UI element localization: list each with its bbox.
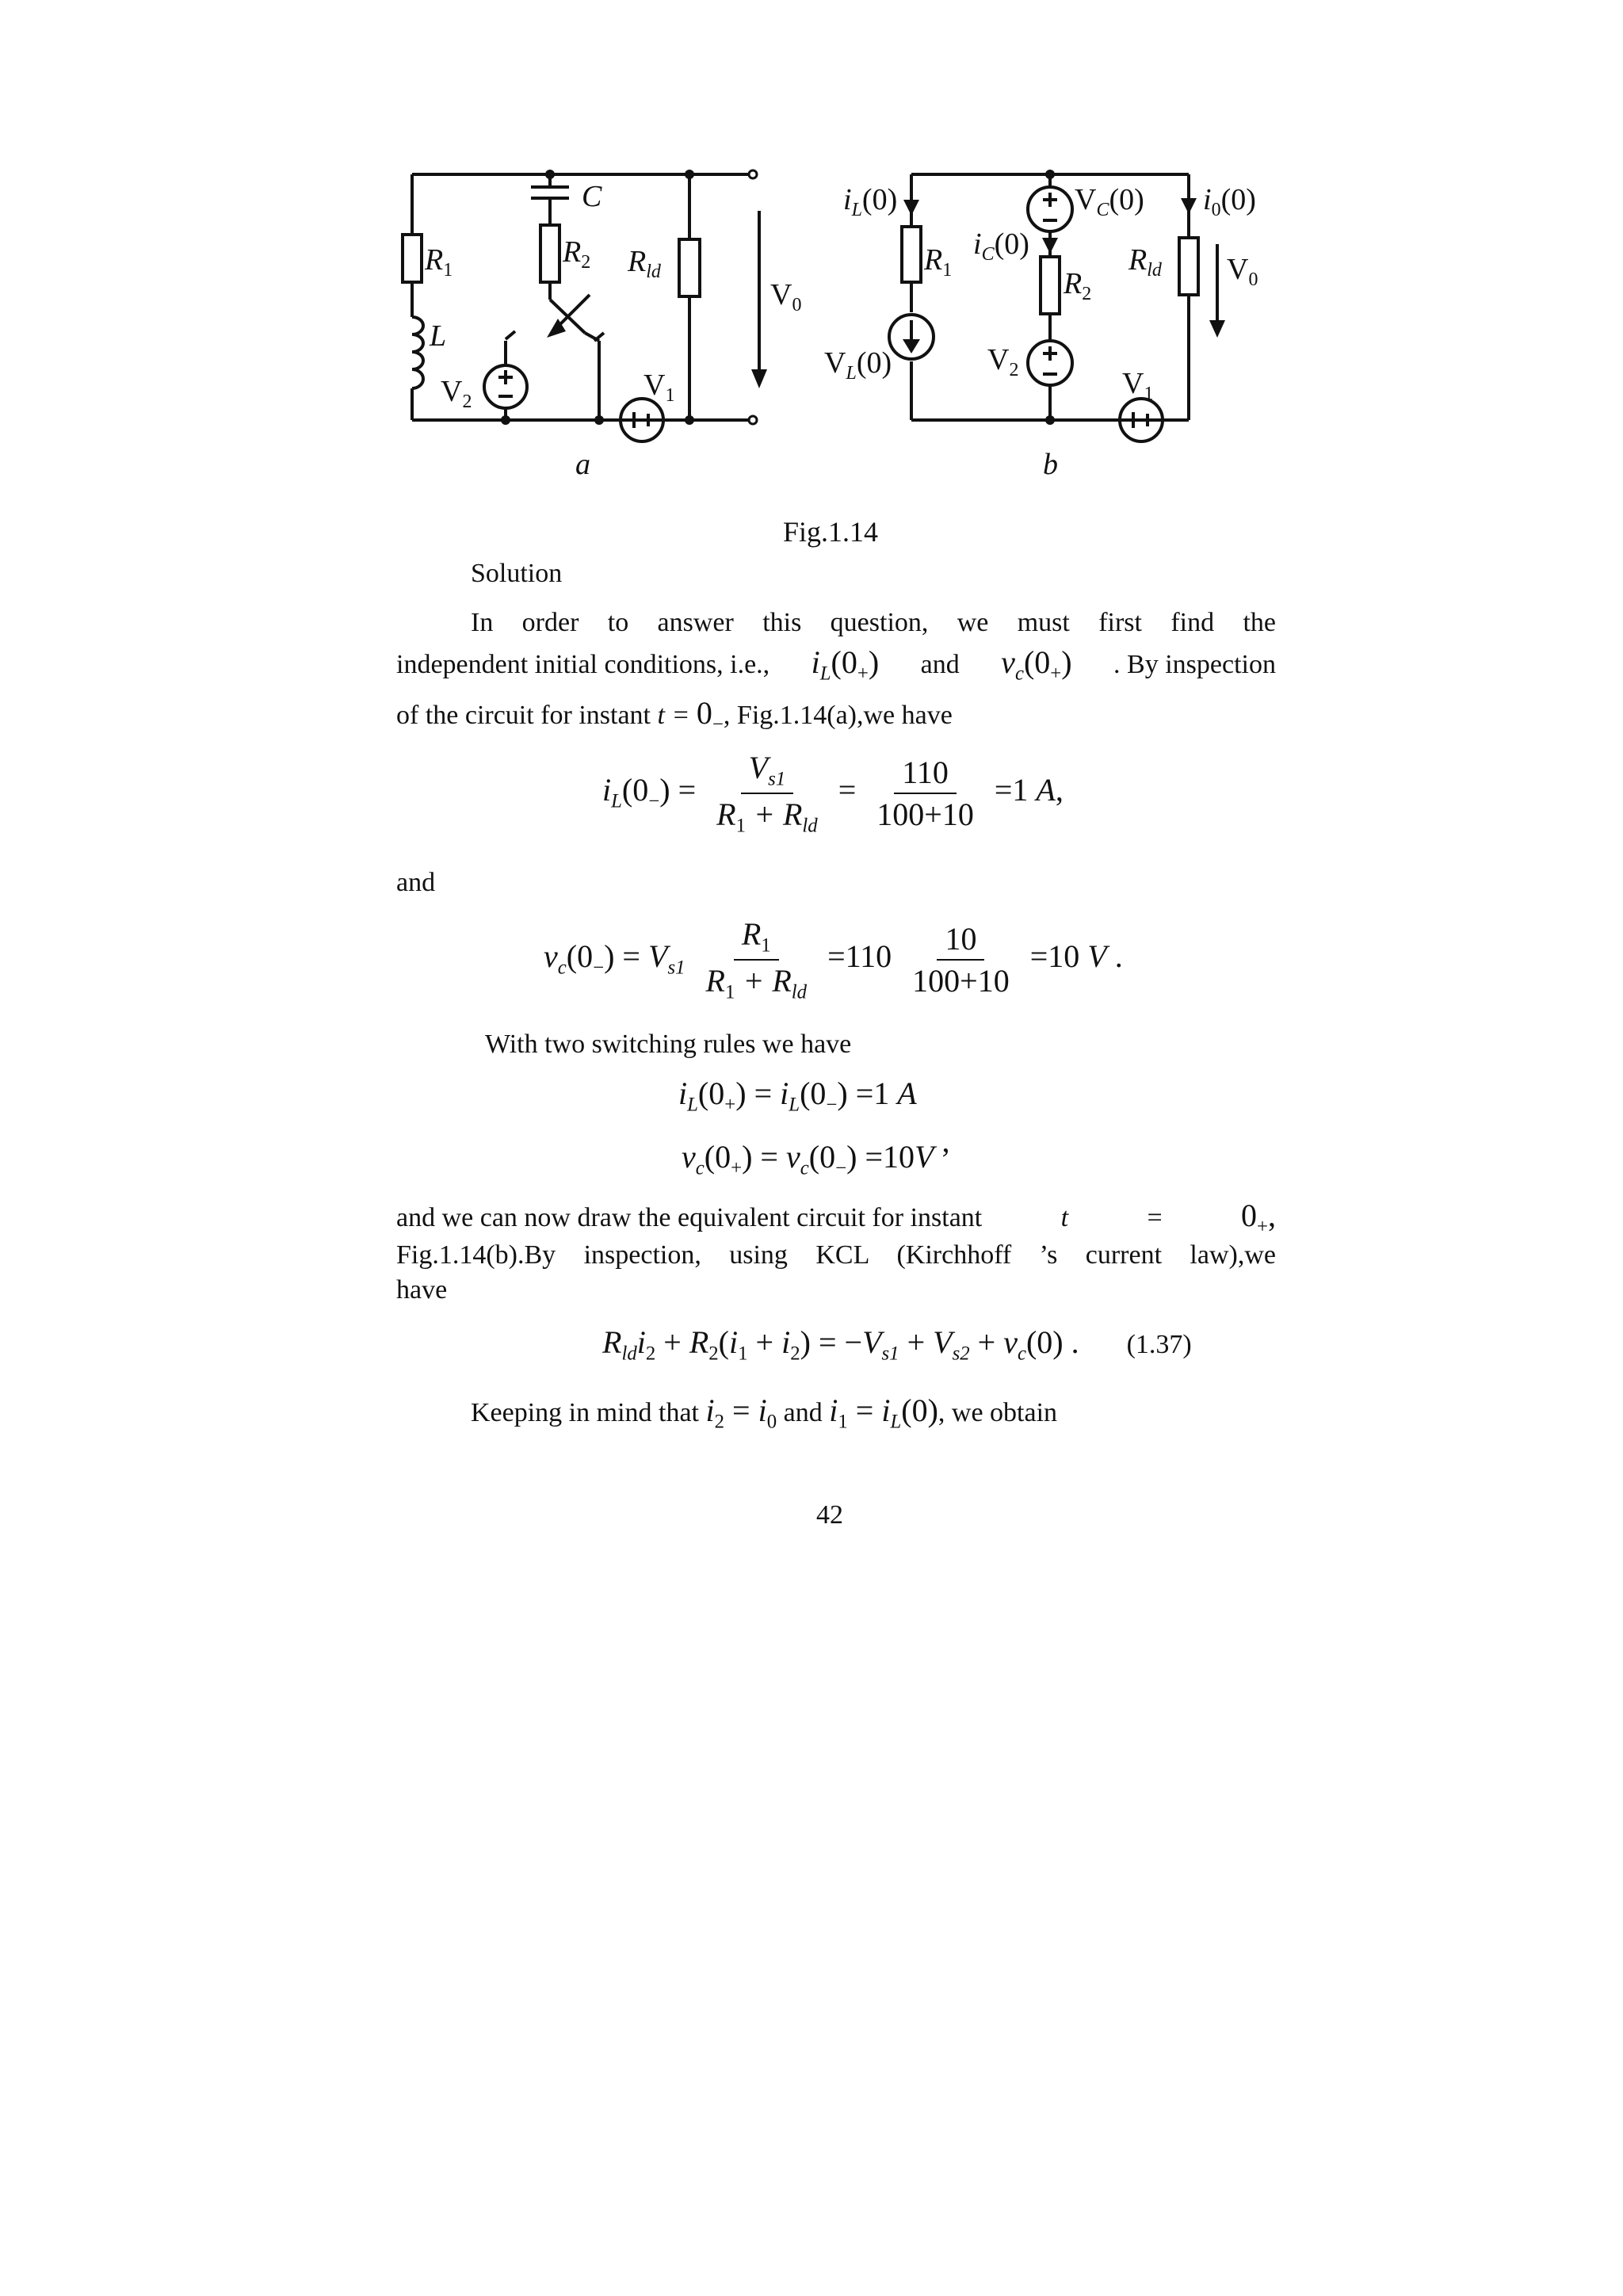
math-vc-0plus: $v_c(0_+)$	[1001, 644, 1072, 685]
eq4-result: =10	[865, 1139, 915, 1175]
label-l-a: L	[430, 319, 447, 353]
eq2-mid: =110	[827, 938, 892, 974]
keeping-line	[471, 1392, 1057, 1442]
terminal	[749, 416, 757, 424]
resistor-rld-b	[1179, 238, 1198, 295]
label-vc0-b: $V_C(0)$	[1075, 183, 1144, 220]
label-v1-b: $V_1$	[1122, 367, 1154, 404]
para1-line3-t: t =	[657, 701, 690, 730]
label-il0-b: $i_L(0)$	[843, 183, 898, 220]
para2-line1-text: and we can now draw the equivalent circuit for instant	[396, 1203, 983, 1232]
node-dot	[1045, 415, 1055, 425]
label-ic0-b: $i_C(0)$	[973, 227, 1029, 265]
eq2-frac1: $\frac{R_1}{R_1 + R_{ld}}$	[705, 916, 808, 1003]
equation-kcl: $R_{ld}i_2 + R_2(i_1 + i_2) = -V_{s1} + V_{s2} + v_c(0)$ . (1.37)	[602, 1324, 1192, 1365]
keeping-b: , we obtain	[938, 1398, 1058, 1427]
eq2-unit: V	[1087, 938, 1107, 974]
math-i2-i0: $i_2 = i_0$	[705, 1392, 777, 1433]
math-i1-il: $i_1 = i_L(0)$	[829, 1392, 938, 1433]
keeping-a: Keeping in mind that	[471, 1398, 700, 1427]
switching-rules-text: With two switching rules we have	[485, 1030, 852, 1059]
node-dot	[594, 415, 604, 425]
equation-vc-switching: $v_c(0_+) = v_c(0_-) =10V$ ,	[682, 1123, 950, 1179]
label-c-a: C	[582, 180, 602, 213]
math-0minus: $0_-$	[696, 695, 724, 735]
arrowhead-il	[903, 200, 919, 216]
eq2-result: =10	[1029, 938, 1080, 974]
eq2-frac2: $\frac{10}{100+10}$	[912, 920, 1010, 999]
para2-line1: and we can now draw the equivalent circuit for instant t = $0_+$,	[396, 1197, 1276, 1247]
label-r2-b: $R_2$	[1064, 267, 1092, 304]
label-r1-a: $R_1$	[425, 243, 453, 281]
inductor-coil	[412, 317, 423, 388]
label-r2-a: $R_2$	[563, 235, 591, 273]
para2-line3: have	[396, 1275, 448, 1305]
keeping-and: and	[783, 1398, 823, 1427]
label-vl0-b: $V_L(0)$	[824, 346, 892, 384]
word-and: and	[396, 868, 436, 897]
resistor-r1-b	[902, 227, 921, 282]
para1-line2-a: independent initial conditions, i.e.,	[396, 650, 770, 679]
label-rld-a: $R_{ld}$	[628, 245, 661, 282]
label-v0-b: $V_0$	[1227, 253, 1258, 290]
math-0plus: $0_+$,	[1241, 1198, 1276, 1238]
arrowhead-ic	[1042, 238, 1058, 254]
equation-vc-0minus: $v_c(0_-) = V_{s1}$ $\frac{R_1}{R_1 + R_{ld}}$ =110 $\frac{10}{100+10}$ =10 V .	[544, 916, 1123, 1003]
node-dot	[685, 170, 694, 179]
math-il-0plus: $i_L(0_+)$	[811, 644, 880, 685]
arrowhead-v0-b	[1209, 320, 1225, 338]
eq5-number: (1.37)	[1126, 1330, 1192, 1359]
label-v1-a: $V_1$	[643, 369, 675, 406]
label-rld-b: $R_{ld}$	[1128, 243, 1162, 281]
eq1-unit: A	[1036, 771, 1056, 808]
para1-line3-b: , Fig.1.14(a),we have	[723, 701, 953, 730]
eq3-result: =1	[855, 1075, 890, 1111]
equation-il-switching: $i_L(0_+) = i_L(0_-) =1$ A	[678, 1075, 917, 1116]
node-dot	[685, 415, 694, 425]
label-v0-a: $V_0$	[770, 278, 802, 315]
heading-solution: Solution	[471, 559, 563, 588]
para1-line2	[396, 644, 1276, 693]
arrowhead-v0-a	[751, 369, 767, 388]
page-number: 42	[816, 1500, 843, 1530]
eq1-result: =1	[994, 771, 1029, 808]
node-dot	[501, 415, 510, 425]
label-v2-b: $V_2$	[987, 343, 1019, 380]
para1-line3	[396, 694, 953, 744]
panel-label-b: b	[1043, 448, 1058, 481]
eq4-unit: V	[915, 1139, 934, 1175]
label-r1-b: $R_1$	[924, 243, 953, 281]
resistor-r2-a	[540, 225, 559, 282]
para2-line2: Fig.1.14(b).By inspection, using KCL (Kirchhoff ’s current law),we	[396, 1240, 1276, 1270]
label-i00-b: $i_0(0)$	[1203, 183, 1256, 220]
resistor-r1-a	[403, 235, 422, 282]
para1-line2-and: and	[920, 650, 960, 679]
eq1-frac1: $\frac{V_{s1}}{R_1 + R_{ld}}$	[716, 750, 818, 837]
arrowhead-i0	[1181, 198, 1197, 214]
para1-line1: In order to answer this question, we must first find the	[471, 608, 1276, 637]
node-dot	[1045, 170, 1055, 179]
eq3-unit: A	[897, 1075, 917, 1111]
resistor-rld-a	[679, 239, 700, 296]
eq1-lhs: i	[602, 771, 612, 808]
para1-line3-a: of the circuit for instant	[396, 701, 651, 730]
terminal	[749, 170, 757, 178]
equation-il-0minus: $i_L(0_-)$ = $\frac{V_{s1}}{R_1 + R_{ld}}$ = $\frac{110}{100+10}$ =1 A,	[602, 750, 1064, 837]
node-dot	[545, 170, 555, 179]
panel-label-a: a	[575, 448, 590, 481]
resistor-r2-b	[1041, 257, 1060, 314]
eq1-frac2: $\frac{110}{100+10}$	[876, 754, 974, 832]
label-v2-a: $V_2$	[441, 375, 472, 412]
para1-line2-b: . By inspection	[1113, 650, 1276, 679]
figure-caption: Fig.1.14	[783, 516, 879, 548]
